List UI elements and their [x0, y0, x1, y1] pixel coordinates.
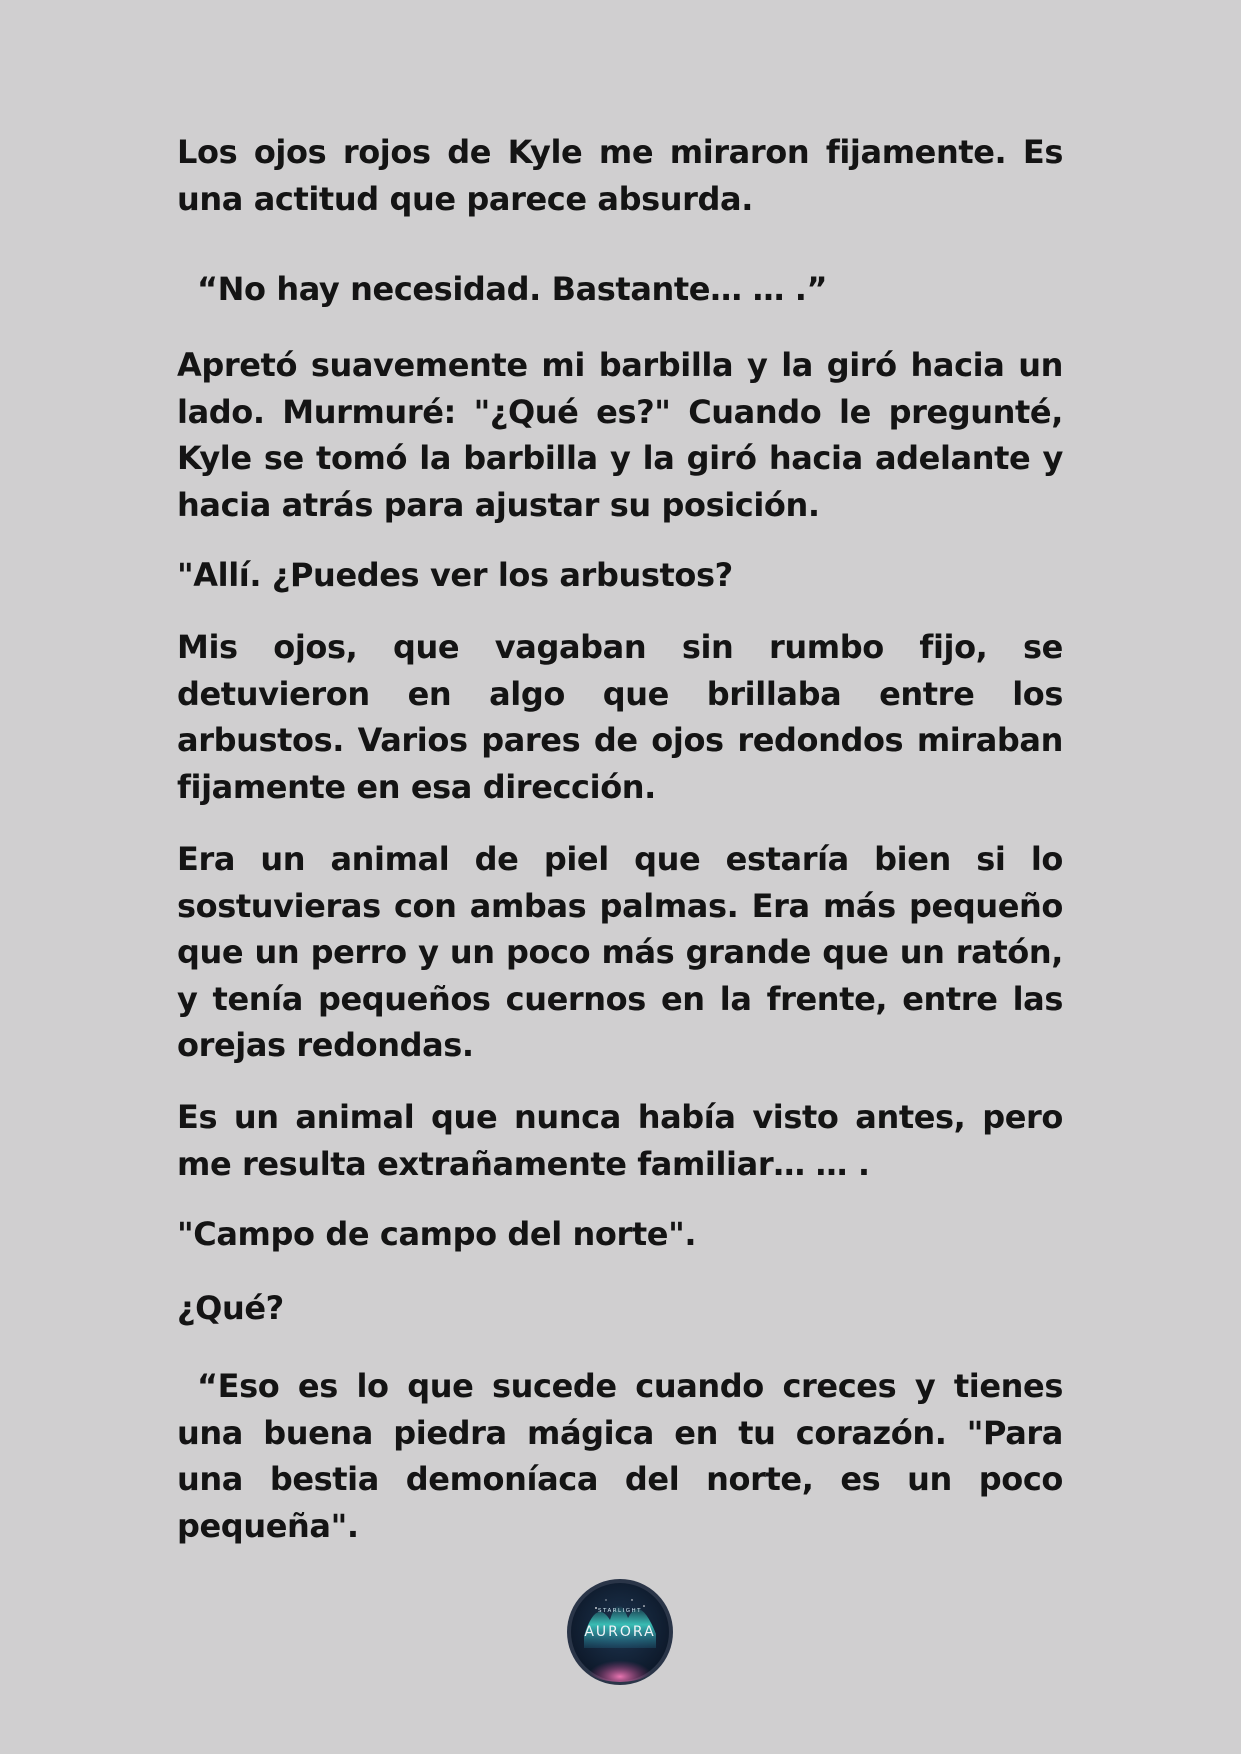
paragraph-3: Apretó suavemente mi barbilla y la giró hacia un lado. Murmuré: "¿Qué es?" Cuando le pregunté, Kyle se tomó la barbilla y la giró hacia adelante y hacia atrás para ajustar su posición.	[177, 346, 1063, 524]
logo-subtitle: STARLIGHT	[598, 1608, 642, 1614]
paragraph-2: “No hay necesidad. Bastante… … .”	[197, 270, 828, 308]
paragraph-4: "Allí. ¿Puedes ver los arbustos?	[177, 556, 733, 594]
paragraph-10: “Eso es lo que sucede cuando creces y tienes una buena piedra mágica en tu corazón. "Para una bestia demoníaca del norte, es un poco pequeña".	[177, 1367, 1063, 1545]
book-page	[177, 0, 1063, 1754]
paragraph-7: Es un animal que nunca había visto antes, pero me resulta extrañamente familiar… … .	[177, 1098, 1063, 1183]
paragraph-8: "Campo de campo del norte".	[177, 1215, 697, 1253]
paragraph-5: Mis ojos, que vagaban sin rumbo fijo, se detuvieron en algo que brillaba entre los arbustos. Varios pares de ojos redondos miraban fijamente en esa dirección.	[177, 628, 1063, 806]
aurora-logo	[566, 1578, 674, 1686]
logo-name: AURORA	[584, 1624, 656, 1640]
paragraph-9: ¿Qué?	[177, 1289, 284, 1327]
paragraph-1: Los ojos rojos de Kyle me miraron fijamente. Es una actitud que parece absurda.	[177, 133, 1063, 218]
aurora-logo-icon	[566, 1578, 674, 1686]
paragraph-6: Era un animal de piel que estaría bien si lo sostuvieras con ambas palmas. Era más pequeño que un perro y un poco más grande que un ratón, y tenía pequeños cuernos en la frente, entre las orejas redondas.	[177, 840, 1063, 1064]
